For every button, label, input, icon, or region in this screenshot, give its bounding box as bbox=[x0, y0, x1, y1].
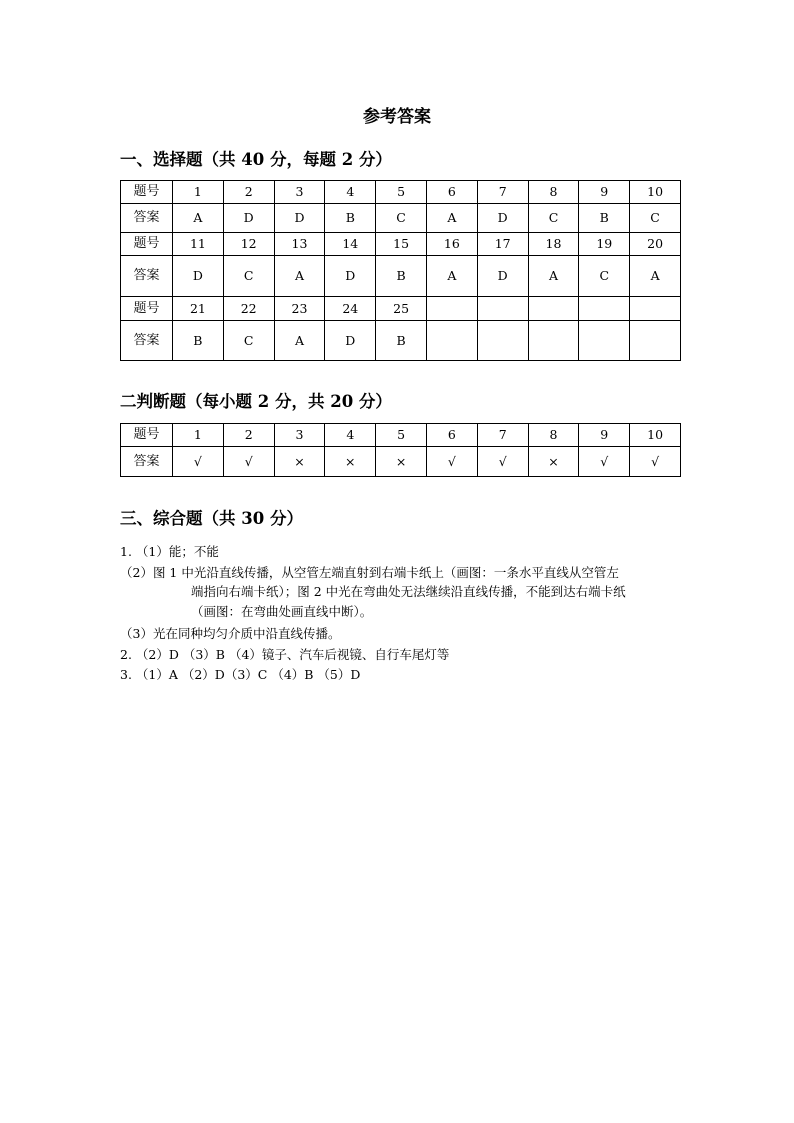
table-cell: 9 bbox=[579, 424, 630, 447]
row-header: 答案 bbox=[121, 447, 173, 477]
table-cell: 6 bbox=[426, 424, 477, 447]
judgment-answer-table bbox=[120, 423, 681, 477]
table-cell: × bbox=[325, 447, 376, 477]
table-cell: 8 bbox=[528, 424, 579, 447]
table-cell: 10 bbox=[630, 181, 681, 204]
row-header: 题号 bbox=[121, 233, 173, 256]
table-cell: B bbox=[579, 204, 630, 233]
table-cell: 19 bbox=[579, 233, 630, 256]
table-row bbox=[121, 256, 681, 297]
table-cell: 4 bbox=[325, 424, 376, 447]
table-cell: √ bbox=[223, 447, 274, 477]
table-cell: C bbox=[223, 321, 274, 361]
row-header: 题号 bbox=[121, 181, 173, 204]
table-cell: √ bbox=[426, 447, 477, 477]
table-cell: A bbox=[528, 256, 579, 297]
table-cell: A bbox=[426, 204, 477, 233]
table-cell bbox=[579, 321, 630, 361]
table-cell: A bbox=[173, 204, 224, 233]
table-cell: D bbox=[223, 204, 274, 233]
row-header: 答案 bbox=[121, 256, 173, 297]
table-cell: 9 bbox=[579, 181, 630, 204]
section3-heading: 三、综合题（共 30 分） bbox=[120, 509, 303, 528]
table-cell: 11 bbox=[173, 233, 224, 256]
table-cell bbox=[528, 321, 579, 361]
document-title: 参考答案 bbox=[363, 107, 431, 127]
table-cell: 2 bbox=[223, 424, 274, 447]
table-cell: 3 bbox=[274, 424, 325, 447]
answer-line-1: 1. （1）能；不能 bbox=[120, 544, 219, 559]
table-cell: 23 bbox=[274, 297, 325, 321]
answer-line-6: 2. （2）D （3）B （4）镜子、汽车后视镜、自行车尾灯等 bbox=[120, 647, 450, 662]
table-cell bbox=[477, 297, 528, 321]
row-header: 题号 bbox=[121, 297, 173, 321]
table-cell: 15 bbox=[376, 233, 427, 256]
table-row bbox=[121, 181, 681, 204]
table-cell: 14 bbox=[325, 233, 376, 256]
table-cell: √ bbox=[477, 447, 528, 477]
table-cell: D bbox=[173, 256, 224, 297]
table-cell: √ bbox=[630, 447, 681, 477]
table-row bbox=[121, 233, 681, 256]
table-cell: D bbox=[477, 256, 528, 297]
table-cell: C bbox=[223, 256, 274, 297]
table-row bbox=[121, 321, 681, 361]
table-cell: × bbox=[528, 447, 579, 477]
table-cell: 22 bbox=[223, 297, 274, 321]
table-row bbox=[121, 204, 681, 233]
table-cell: 5 bbox=[376, 424, 427, 447]
row-header: 题号 bbox=[121, 424, 173, 447]
table-cell bbox=[426, 321, 477, 361]
table-cell: 13 bbox=[274, 233, 325, 256]
table-cell: 2 bbox=[223, 181, 274, 204]
table-row bbox=[121, 297, 681, 321]
table-cell: D bbox=[325, 321, 376, 361]
table-cell: D bbox=[274, 204, 325, 233]
table-cell: B bbox=[173, 321, 224, 361]
table-cell: 24 bbox=[325, 297, 376, 321]
table-cell bbox=[477, 321, 528, 361]
answer-line-3: 端指向右端卡纸）；图 2 中光在弯曲处无法继续沿直线传播，不能到达右端卡纸 bbox=[191, 584, 626, 599]
answer-line-4: （画图：在弯曲处画直线中断）。 bbox=[191, 604, 373, 619]
table-cell: 1 bbox=[173, 181, 224, 204]
table-cell: 3 bbox=[274, 181, 325, 204]
table-cell: A bbox=[630, 256, 681, 297]
table-cell: 8 bbox=[528, 181, 579, 204]
table-cell: 12 bbox=[223, 233, 274, 256]
table-cell: C bbox=[528, 204, 579, 233]
answer-line-2: （2）图 1 中光沿直线传播，从空管左端直射到右端卡纸上（画图：一条水平直线从空管左 bbox=[120, 565, 619, 580]
table-cell: D bbox=[325, 256, 376, 297]
table-cell: 16 bbox=[426, 233, 477, 256]
section1-heading: 一、选择题（共 40 分，每题 2 分） bbox=[120, 150, 392, 169]
table-cell: 6 bbox=[426, 181, 477, 204]
row-header: 答案 bbox=[121, 321, 173, 361]
table-cell: 20 bbox=[630, 233, 681, 256]
table-cell bbox=[426, 297, 477, 321]
table-cell bbox=[630, 297, 681, 321]
table-cell: D bbox=[477, 204, 528, 233]
answer-line-5: （3）光在同种均匀介质中沿直线传播。 bbox=[120, 626, 341, 641]
answer-line-7: 3. （1）A （2）D（3）C （4）B （5）D bbox=[120, 667, 361, 682]
table-cell: 25 bbox=[376, 297, 427, 321]
table-cell: √ bbox=[173, 447, 224, 477]
table-cell: C bbox=[579, 256, 630, 297]
table-cell: 21 bbox=[173, 297, 224, 321]
table-cell bbox=[579, 297, 630, 321]
table-cell: 18 bbox=[528, 233, 579, 256]
table-cell: 4 bbox=[325, 181, 376, 204]
table-cell bbox=[630, 321, 681, 361]
row-header: 答案 bbox=[121, 204, 173, 233]
table-cell: 17 bbox=[477, 233, 528, 256]
table-row bbox=[121, 447, 681, 477]
table-cell: C bbox=[630, 204, 681, 233]
table-cell: 10 bbox=[630, 424, 681, 447]
table-cell: B bbox=[376, 321, 427, 361]
table-cell: √ bbox=[579, 447, 630, 477]
table-cell: C bbox=[376, 204, 427, 233]
table-row bbox=[121, 424, 681, 447]
section2-heading: 二判断题（每小题 2 分，共 20 分） bbox=[120, 392, 392, 411]
table-cell: × bbox=[274, 447, 325, 477]
table-cell: A bbox=[426, 256, 477, 297]
table-cell: 1 bbox=[173, 424, 224, 447]
choice-answer-table bbox=[120, 180, 681, 361]
table-cell: A bbox=[274, 321, 325, 361]
table-cell: A bbox=[274, 256, 325, 297]
table-cell: × bbox=[376, 447, 427, 477]
table-cell bbox=[528, 297, 579, 321]
table-cell: B bbox=[325, 204, 376, 233]
table-cell: 7 bbox=[477, 181, 528, 204]
table-cell: 7 bbox=[477, 424, 528, 447]
table-cell: B bbox=[376, 256, 427, 297]
table-cell: 5 bbox=[376, 181, 427, 204]
